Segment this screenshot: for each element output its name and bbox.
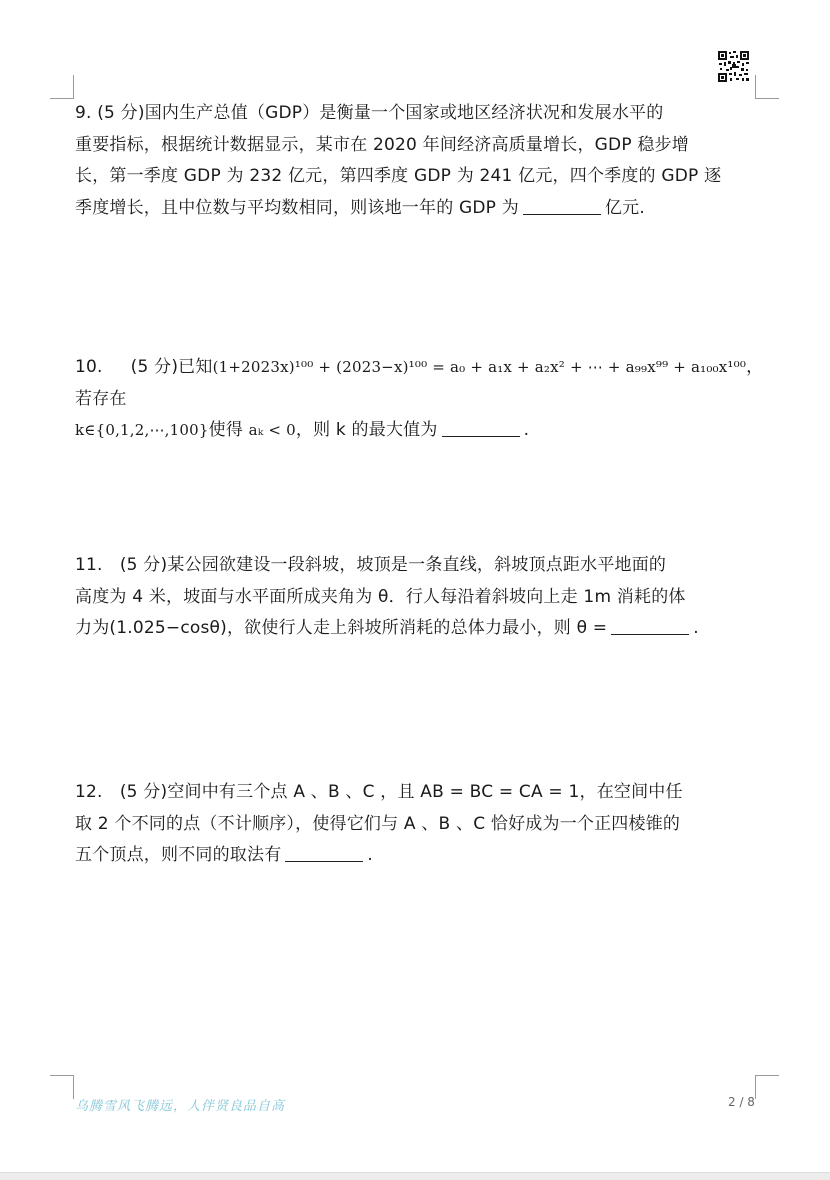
crop-mark-bottom-left	[73, 1075, 74, 1099]
answer-blank-11[interactable]	[611, 616, 689, 635]
problem-12	[75, 777, 765, 872]
answer-blank-12[interactable]	[285, 843, 363, 862]
problem-12-line-3	[75, 840, 765, 872]
crop-mark-bottom-right	[755, 1075, 756, 1099]
problem-10-number: 10.	[75, 357, 103, 377]
problem-10-line2-mid: 使得	[208, 420, 244, 440]
problem-12-line-2: 取 2 个不同的点（不计顺序），使得它们与 A 、B 、C 恰好成为一个正四棱锥的	[75, 813, 681, 834]
problem-9	[75, 98, 765, 224]
problem-10-set: k∈{0,1,2,⋯,100}	[75, 421, 209, 439]
footer-motto: 乌腾雪风飞腾远，人伴贤良品自高	[75, 1099, 286, 1114]
problem-11-line-1: 11. (5 分)某公园欲建设一段斜坡，坡顶是一条直线，斜坡顶点距水平地面的	[75, 555, 667, 575]
problem-10-condition: aₖ < 0	[248, 421, 296, 439]
problem-10-line-1	[75, 352, 765, 415]
problem-9-line-4	[75, 193, 765, 225]
problem-9-line-4-text: 季度增长，且中位数与平均数相同，则该地一年的 GDP 为	[75, 197, 519, 218]
problem-11	[75, 550, 765, 645]
answer-blank-9[interactable]	[523, 196, 601, 215]
qr-code-icon	[717, 50, 750, 83]
problem-11-line-3-text: 力为(1.025−cosθ)，欲使行人走上斜坡所消耗的总体力最小，则 θ =	[75, 618, 608, 638]
problem-9-line-3: 长，第一季度 GDP 为 232 亿元，第四季度 GDP 为 241 亿元，四个季度的 GDP 逐	[75, 166, 722, 186]
problem-11-line-2: 高度为 4 米，坡面与水平面所成夹角为 θ．行人每沿着斜坡向上走 1m 消耗的体	[75, 586, 686, 607]
problem-10	[75, 352, 765, 447]
problem-10-tail: .	[523, 420, 530, 440]
problem-11-line-3	[75, 613, 765, 645]
problem-11-tail: .	[693, 618, 699, 638]
problem-10-score: (5 分)已知	[130, 357, 213, 377]
problem-10-after-formula: ，若存在	[75, 357, 764, 409]
problem-12-line-3-text: 五个顶点，则不同的取法有	[75, 845, 282, 865]
problem-10-line2-post: ，则 k 的最大值为	[295, 420, 438, 440]
problem-9-tail: 亿元.	[604, 197, 645, 218]
problem-10-formula: (1+2023x)¹⁰⁰ + (2023−x)¹⁰⁰ = a₀ + a₁x + a₂x² + ⋯ + a₉₉x⁹⁹ + a₁₀₀x¹⁰⁰	[212, 358, 747, 376]
crop-mark-bottom-left-h	[50, 1075, 74, 1076]
problem-10-line-2	[75, 415, 765, 447]
crop-mark-top-left-h	[50, 98, 74, 99]
crop-mark-top-right	[755, 75, 756, 99]
problem-12-line-1: 12. (5 分)空间中有三个点 A 、B 、C ，且 AB = BC = CA = 1，在空间中任	[75, 782, 683, 802]
problem-12-tail: .	[367, 845, 374, 865]
crop-mark-bottom-right-h	[755, 1075, 779, 1076]
problem-9-line-1: 9. (5 分)国内生产总值（GDP）是衡量一个国家或地区经济状况和发展水平的	[75, 103, 664, 123]
problem-9-line-2: 重要指标，根据统计数据显示，某市在 2020 年间经济高质量增长，GDP 稳步增	[75, 134, 689, 155]
crop-mark-top-left	[73, 75, 74, 99]
page-number: 2 / 8	[728, 1095, 755, 1109]
answer-blank-10[interactable]	[442, 418, 520, 437]
